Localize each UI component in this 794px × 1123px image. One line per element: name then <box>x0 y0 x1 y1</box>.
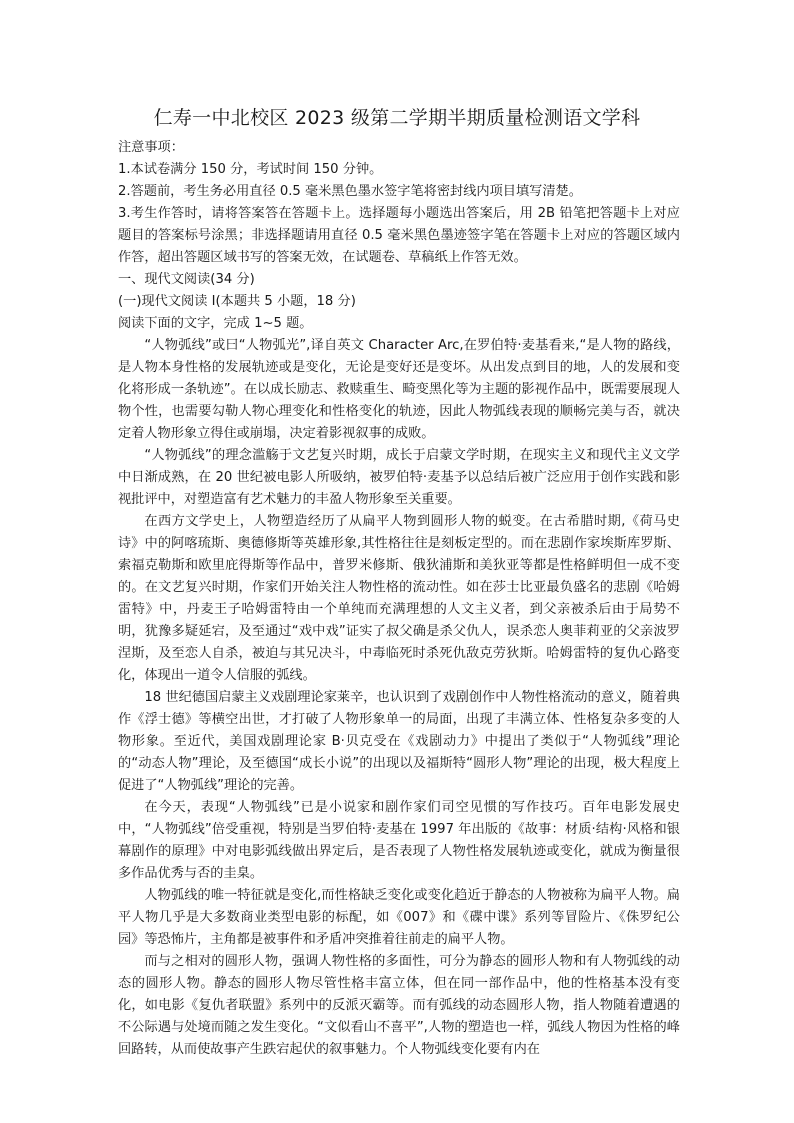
passage-paragraph-7: 而与之相对的圆形人物，强调人物性格的多面性，可分为静态的圆形人物和有人物弧线的动态的圆形人物。静态的圆形人物尽管性格丰富立体，但在同一部作品中，他的性格基本没有变化，如电影《复仇者联盟》系列中的反派灭霸等。而有弧线的动态圆形人物，指人物随着遭遇的不公际遇与处境而随之发生变化。“文似看山不喜平”,人物的塑造也一样，弧线人物因为性格的峰回路转，从而使故事产生跌宕起伏的叙事魅力。个人物弧线变化要有内在 <box>118 954 680 1057</box>
exam-content <box>118 137 680 1061</box>
notice-item-1: 1.本试卷满分 150 分，考试时间 150 分钟。 <box>118 162 383 177</box>
passage-paragraph-6: 人物弧线的唯一特征就是变化,而性格缺乏变化或变化趋近于静态的人物被称为扁平人物。扁平人物几乎是大多数商业类型电影的标配，如《007》和《碟中谍》系列等冒险片、《侏罗纪公园》等恐怖片，主角都是被事件和矛盾冲突推着往前走的扁平人物。 <box>118 888 680 947</box>
section-subheading: (一)现代文阅读 I(本题共 5 小题，18 分) <box>118 294 356 309</box>
notice-item-2: 2.答题前，考生务必用直径 0.5 毫米黑色墨水签字笔将密封线内项目填写清楚。 <box>118 184 582 199</box>
reading-instruction: 阅读下面的文字，完成 1~5 题。 <box>118 316 313 331</box>
passage-paragraph-2: “人物弧线”的理念滥觞于文艺复兴时期，成长于启蒙文学时期，在现实主义和现代主义文学中日渐成熟，在 20 世纪被电影人所吸纳，被罗伯特·麦基予以总结后被广泛应用于创作实践和影视批评中，对塑造富有艺术魅力的丰盈人物形象至关重要。 <box>118 448 680 507</box>
passage-paragraph-5: 在今天，表现“人物弧线”已是小说家和剧作家们司空见惯的写作技巧。百年电影发展史中，“人物弧线”倍受重视，特别是当罗伯特·麦基在 1997 年出版的《故事：材质·结构·风格和银幕剧作的原理》中对电影弧线做出界定后，是否表现了人物性格发展轨迹或变化，就成为衡量很多作品优秀与否的圭臬。 <box>118 800 680 881</box>
section-heading: 一、现代文阅读(34 分) <box>118 272 255 287</box>
exam-title: 仁寿一中北校区 2023 级第二学期半期质量检测语文学科 <box>153 107 641 129</box>
passage-paragraph-1: “人物弧线”或曰“人物弧光”,译自英文 Character Arc,在罗伯特·麦基看来,“是人物的路线，是人物本身性格的发展轨迹或是变化，无论是变好还是变坏。从出发点到目的地，人的发展和变化将形成一条轨迹”。在以成长励志、救赎重生、畸变黑化等为主题的影视作品中，既需要展现人物个性，也需要勾勒人物心理变化和性格变化的轨迹，因此人物弧线表现的顺畅完美与否，就决定着人物形象立得住或崩塌，决定着影视叙事的成败。 <box>118 338 680 441</box>
passage-paragraph-4: 18 世纪德国启蒙主义戏剧理论家莱辛，也认识到了戏剧创作中人物性格流动的意义，随着典作《浮士德》等横空出世，才打破了人物形象单一的局面，出现了丰满立体、性格复杂多变的人物形象。至近代，美国戏剧理论家 B·贝克受在《戏剧动力》中提出了类似于“人物弧线”理论的“动态人物”理论，及至德国“成长小说”的出现以及福斯特“圆形人物”理论的出现，极大程度上促进了“人物弧线”理论的完善。 <box>118 690 680 793</box>
passage-paragraph-3: 在西方文学史上，人物塑造经历了从扁平人物到圆形人物的蜕变。在古希腊时期,《荷马史诗》中的阿喀琉斯、奥德修斯等英雄形象,其性格往往是刻板定型的。而在悲剧作家埃斯库罗斯、索福克勒斯和欧里庇得斯等作品中，普罗米修斯、俄狄浦斯和美狄亚等都是性格鲜明但一成不变的。在文艺复兴时期，作家们开始关注人物性格的流动性。如在莎士比亚最负盛名的悲剧《哈姆雷特》中，丹麦王子哈姆雷特由一个单纯而充满理想的人文主义者，到父亲被杀后由于局势不明，犹豫多疑延宕，及至通过“戏中戏”证实了叔父确是杀父仇人，误杀恋人奥菲莉亚的父亲波罗涅斯，及至恋人自杀，被迫与其兄决斗，中毒临死时杀死仇敌克劳狄斯。哈姆雷特的复仇心路变化，体现出一道令人信服的弧线。 <box>118 514 680 683</box>
notice-heading: 注意事项： <box>118 140 184 155</box>
notice-item-3: 3.考生作答时，请将答案答在答题卡上。选择题每小题选出答案后，用 2B 铅笔把答题卡上对应题目的答案标号涂黑；非选择题请用直径 0.5 毫米黑色墨迹签字笔在答题卡上对应的答题区域内作答，超出答题区域书写的答案无效，在试题卷、草稿纸上作答无效。 <box>118 206 680 265</box>
